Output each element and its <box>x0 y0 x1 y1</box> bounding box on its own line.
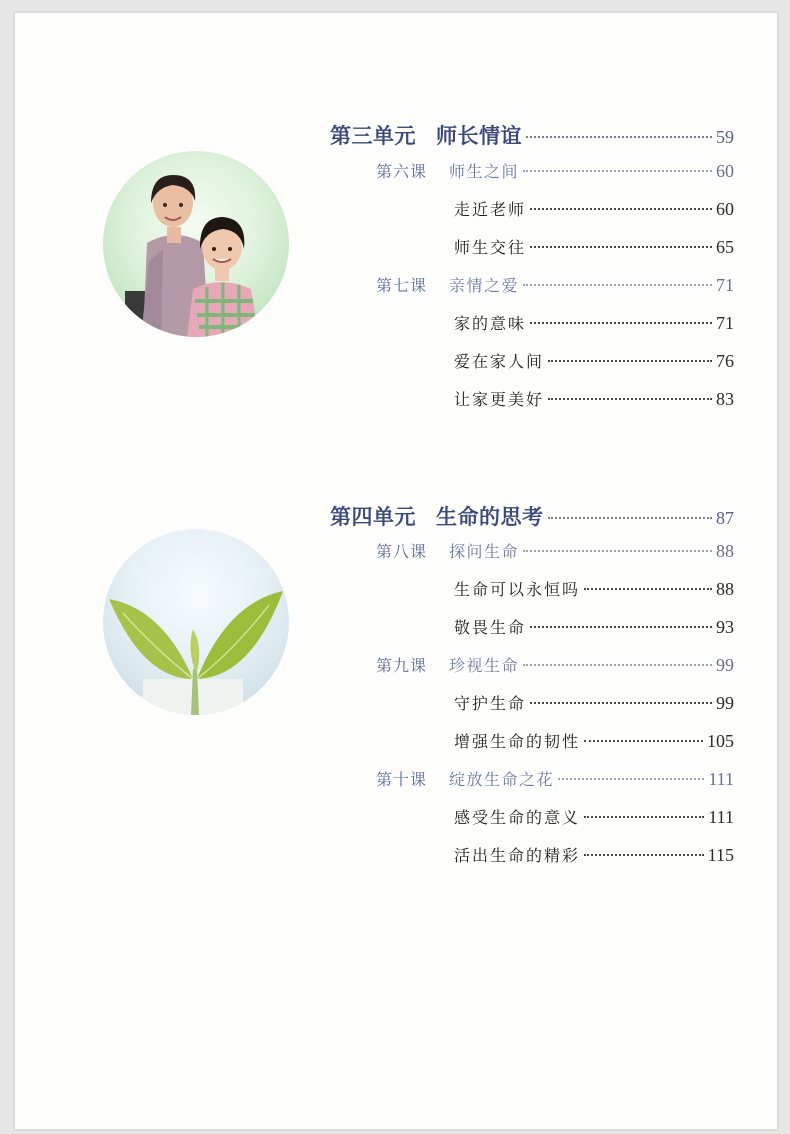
section-title: 家的意味 <box>454 314 527 333</box>
section-title: 走近老师 <box>454 200 527 219</box>
lesson-page: 99 <box>716 655 734 675</box>
section-page: 88 <box>716 579 734 599</box>
lesson-code: 第十课 <box>376 770 428 789</box>
section-page: 111 <box>708 807 734 827</box>
lesson-code: 第七课 <box>376 276 428 295</box>
section-title: 敬畏生命 <box>454 618 527 637</box>
section-page: 93 <box>716 617 734 637</box>
unit-title: 师长情谊 <box>436 124 522 148</box>
section-title: 增强生命的韧性 <box>454 732 581 751</box>
lesson-page: 60 <box>716 161 734 181</box>
teacher-student-photo <box>103 151 289 337</box>
section-title: 感受生命的意义 <box>454 808 581 827</box>
section-page: 105 <box>707 731 734 751</box>
lesson-title: 珍视生命 <box>449 656 520 675</box>
section-title: 生命可以永恒吗 <box>454 580 581 599</box>
lesson-code: 第六课 <box>376 162 428 181</box>
section-page: 99 <box>716 693 734 713</box>
lesson-title: 绽放生命之花 <box>449 770 555 789</box>
section-page: 83 <box>716 389 734 409</box>
lesson-page: 111 <box>708 769 734 789</box>
unit-code: 第四单元 <box>330 505 416 529</box>
unit-page: 59 <box>716 127 734 147</box>
section-page: 76 <box>716 351 734 371</box>
lesson-title: 探问生命 <box>449 542 520 561</box>
section-title: 爱在家人间 <box>454 352 545 371</box>
section-title: 师生交往 <box>454 238 527 257</box>
toc-page <box>14 12 778 1130</box>
unit-code: 第三单元 <box>330 124 416 148</box>
lesson-title: 师生之间 <box>449 162 520 181</box>
unit-title: 生命的思考 <box>436 505 544 529</box>
seedling-photo <box>103 529 289 715</box>
section-page: 71 <box>716 313 734 333</box>
section-title: 守护生命 <box>454 694 527 713</box>
unit-page: 87 <box>716 508 734 528</box>
lesson-code: 第八课 <box>376 542 428 561</box>
lesson-code: 第九课 <box>376 656 428 675</box>
lesson-page: 88 <box>716 541 734 561</box>
lesson-page: 71 <box>716 275 734 295</box>
section-page: 60 <box>716 199 734 219</box>
section-title: 活出生命的精彩 <box>454 846 581 865</box>
section-page: 65 <box>716 237 734 257</box>
section-title: 让家更美好 <box>454 390 545 409</box>
lesson-title: 亲情之爱 <box>449 276 520 295</box>
section-page: 115 <box>707 845 734 865</box>
